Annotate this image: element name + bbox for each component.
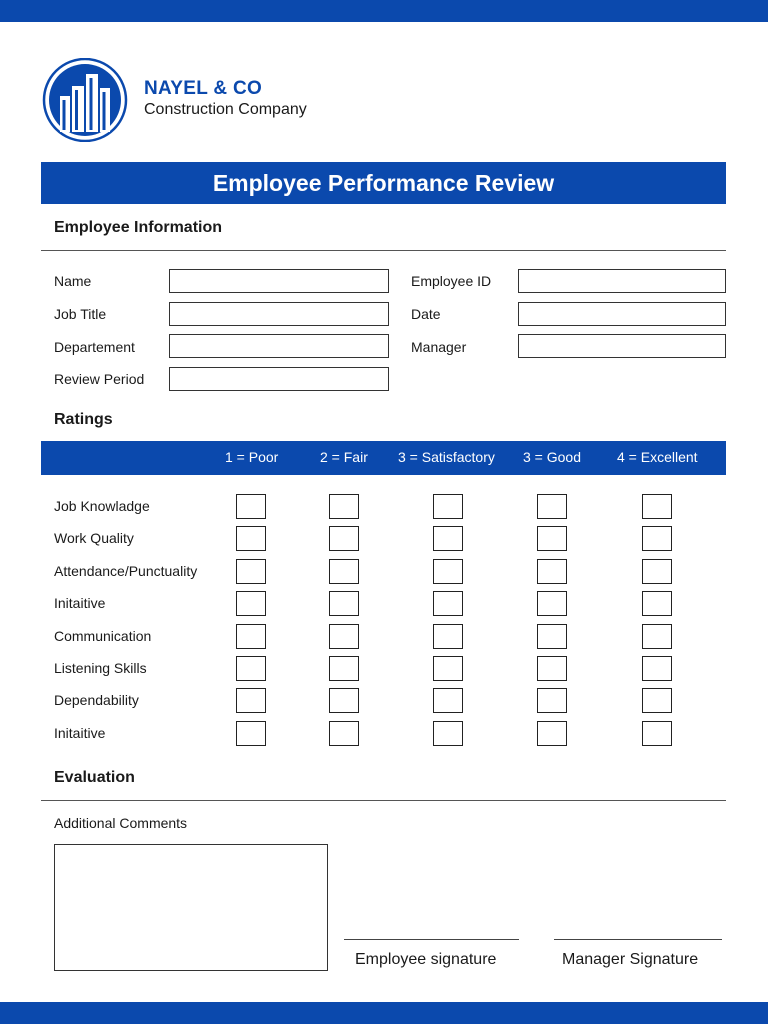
- rating-checkbox[interactable]: [236, 591, 266, 616]
- rating-checkbox[interactable]: [329, 721, 359, 746]
- criterion-label: Communication: [54, 627, 152, 644]
- rating-checkbox[interactable]: [433, 591, 463, 616]
- bottom-accent-bar: [0, 1002, 768, 1024]
- rating-checkbox[interactable]: [642, 526, 672, 551]
- rating-scale-header: [41, 441, 726, 475]
- rating-checkbox[interactable]: [236, 494, 266, 519]
- rating-checkbox[interactable]: [329, 624, 359, 649]
- employee-info-heading: Employee Information: [54, 219, 223, 236]
- rating-checkbox[interactable]: [537, 721, 567, 746]
- form-title: Employee Performance Review: [41, 162, 726, 204]
- rating-checkbox[interactable]: [642, 656, 672, 681]
- rating-scale-label: 1 = Poor: [225, 449, 279, 465]
- rating-checkbox[interactable]: [329, 494, 359, 519]
- rating-checkbox[interactable]: [537, 656, 567, 681]
- rating-checkbox[interactable]: [433, 494, 463, 519]
- manager-signature-label: Manager Signature: [562, 951, 699, 968]
- rating-checkbox[interactable]: [537, 624, 567, 649]
- criterion-label: Initaitive: [54, 724, 106, 741]
- employee-info-divider: [41, 250, 726, 251]
- rating-checkbox[interactable]: [537, 526, 567, 551]
- rating-scale-label: 3 = Good: [523, 449, 581, 465]
- manager-signature-line[interactable]: [554, 939, 722, 940]
- manager-label: Manager: [411, 339, 467, 355]
- employee-signature-line[interactable]: [344, 939, 519, 940]
- additional-comments-field[interactable]: [54, 844, 328, 971]
- date-label: Date: [411, 306, 441, 322]
- rating-checkbox[interactable]: [537, 494, 567, 519]
- name-field[interactable]: [169, 269, 389, 293]
- rating-scale-label: 4 = Excellent: [617, 449, 698, 465]
- rating-checkbox[interactable]: [329, 526, 359, 551]
- job-title-label: Job Title: [54, 306, 107, 322]
- rating-checkbox[interactable]: [329, 559, 359, 584]
- manager-field[interactable]: [518, 334, 726, 358]
- evaluation-heading: Evaluation: [54, 769, 135, 786]
- department-label: Departement: [54, 339, 135, 355]
- criterion-label: Initaitive: [54, 595, 106, 612]
- rating-checkbox[interactable]: [642, 688, 672, 713]
- criterion-label: Dependability: [54, 692, 139, 709]
- department-field[interactable]: [169, 334, 389, 358]
- criterion-label: Listening Skills: [54, 660, 147, 676]
- rating-checkbox[interactable]: [537, 688, 567, 713]
- company-subtitle: Construction Company: [144, 101, 307, 118]
- rating-checkbox[interactable]: [642, 721, 672, 746]
- rating-checkbox[interactable]: [329, 656, 359, 681]
- name-label: Name: [54, 273, 92, 289]
- rating-checkbox[interactable]: [537, 591, 567, 616]
- rating-checkbox[interactable]: [642, 591, 672, 616]
- building-logo-icon: [40, 58, 130, 142]
- ratings-heading: Ratings: [54, 411, 113, 428]
- job-title-field[interactable]: [169, 302, 389, 326]
- rating-scale-label: 3 = Satisfactory: [398, 449, 495, 465]
- employee-id-field[interactable]: [518, 269, 726, 293]
- rating-checkbox[interactable]: [329, 688, 359, 713]
- criterion-label: Attendance/Punctuality: [54, 562, 198, 579]
- review-period-label: Review Period: [54, 371, 145, 387]
- review-period-field[interactable]: [169, 367, 389, 391]
- date-field[interactable]: [518, 302, 726, 326]
- criterion-label: Job Knowladge: [54, 498, 150, 514]
- top-accent-bar: [0, 0, 768, 22]
- rating-checkbox[interactable]: [236, 688, 266, 713]
- rating-checkbox[interactable]: [433, 721, 463, 746]
- rating-checkbox[interactable]: [236, 559, 266, 584]
- rating-checkbox[interactable]: [236, 656, 266, 681]
- company-name: NAYEL & CO: [144, 78, 263, 99]
- rating-checkbox[interactable]: [329, 591, 359, 616]
- employee-id-label: Employee ID: [411, 273, 492, 289]
- rating-scale-label: 2 = Fair: [320, 449, 368, 465]
- rating-checkbox[interactable]: [433, 656, 463, 681]
- employee-signature-label: Employee signature: [355, 951, 497, 968]
- rating-checkbox[interactable]: [642, 494, 672, 519]
- rating-checkbox[interactable]: [537, 559, 567, 584]
- rating-checkbox[interactable]: [433, 526, 463, 551]
- evaluation-divider: [41, 800, 726, 801]
- rating-checkbox[interactable]: [642, 624, 672, 649]
- additional-comments-label: Additional Comments: [54, 815, 188, 831]
- rating-checkbox[interactable]: [433, 688, 463, 713]
- rating-checkbox[interactable]: [433, 559, 463, 584]
- rating-checkbox[interactable]: [236, 721, 266, 746]
- criterion-label: Work Quality: [54, 530, 134, 547]
- rating-checkbox[interactable]: [642, 559, 672, 584]
- rating-checkbox[interactable]: [433, 624, 463, 649]
- rating-checkbox[interactable]: [236, 624, 266, 649]
- rating-checkbox[interactable]: [236, 526, 266, 551]
